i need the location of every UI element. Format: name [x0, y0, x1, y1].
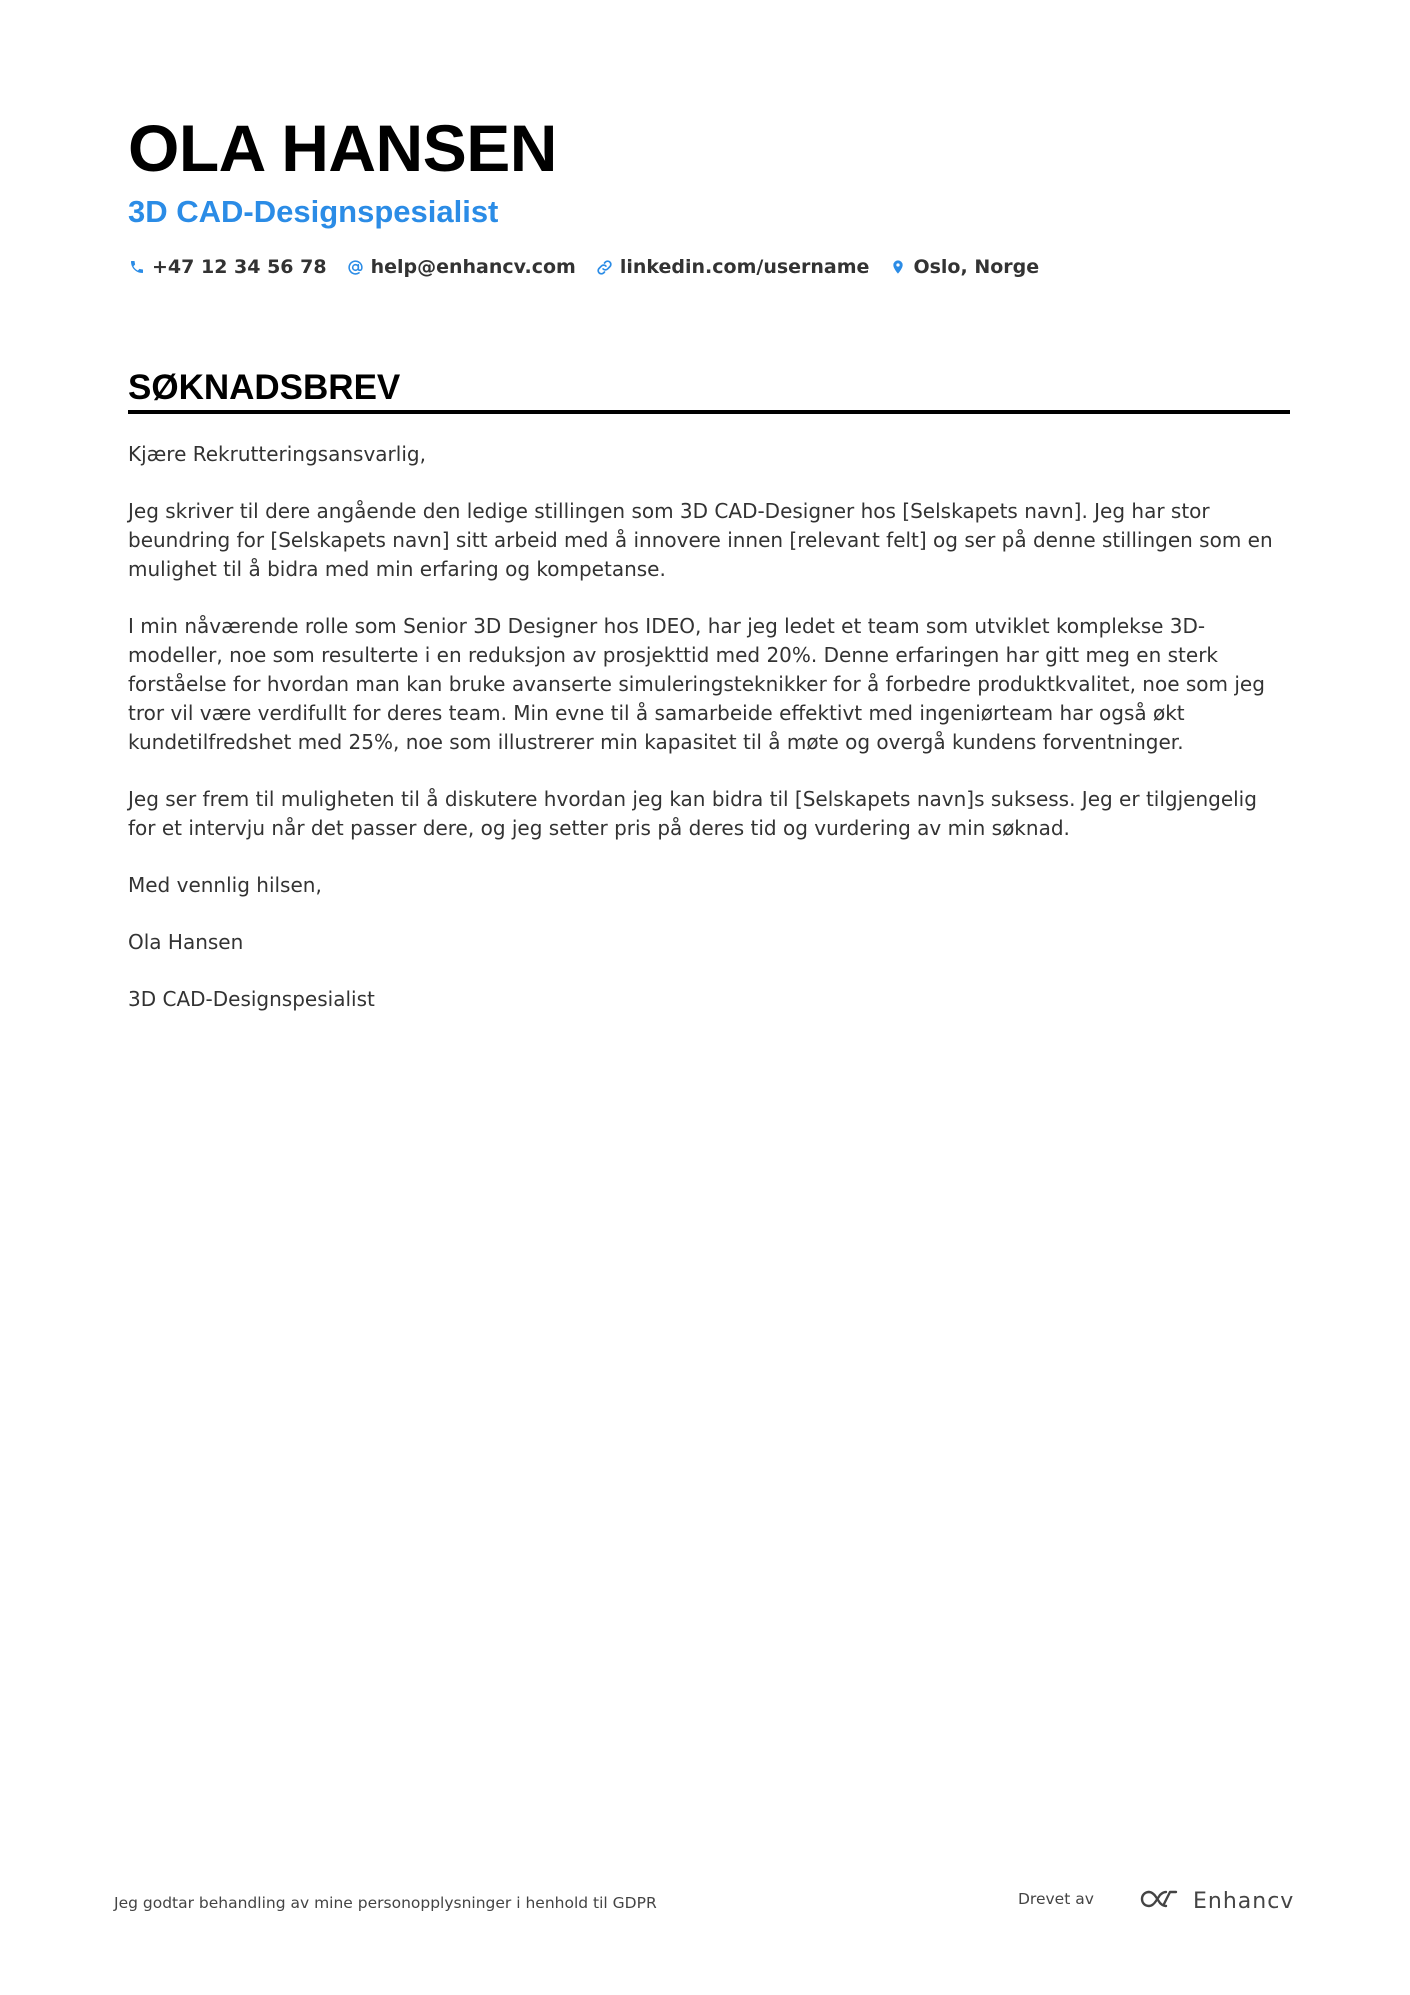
link-icon [596, 258, 614, 276]
location-pin-icon [889, 258, 907, 276]
at-icon [347, 258, 365, 276]
linkedin-text: linkedin.com/username [619, 256, 870, 278]
applicant-title: 3D CAD-Designspesialist [128, 194, 499, 229]
letter-closing: Med vennlig hilsen, [128, 873, 322, 897]
contact-phone [128, 256, 327, 278]
signature-title: 3D CAD-Designspesialist [128, 987, 375, 1011]
letter-body [128, 440, 1290, 1042]
enhancv-logo-icon [1137, 1886, 1183, 1916]
powered-by-label: Drevet av [1018, 1890, 1094, 1908]
gdpr-note: Jeg godtar behandling av mine personopplysninger i henhold til GDPR [114, 1894, 657, 1912]
contact-linkedin[interactable] [596, 256, 870, 278]
enhancv-logo[interactable] [1137, 1886, 1294, 1916]
letter-paragraph: Jeg ser frem til muligheten til å diskutere hvordan jeg kan bidra til [Selskapets navn]s suksess. Jeg er tilgjengelig for et intervju når det passer dere, og jeg setter pris på deres tid og vurdering av min søknad. [128, 787, 1257, 840]
contact-email[interactable] [347, 256, 576, 278]
phone-text: +47 12 34 56 78 [152, 256, 327, 278]
letter-paragraph: I min nåværende rolle som Senior 3D Designer hos IDEO, har jeg ledet et team som utviklet komplekse 3D-modeller, noe som resulterte i en reduksjon av prosjekttid med 20%. Denne erfaringen har gitt meg en sterk forståelse for hvordan man kan bruke avanserte simuleringsteknikker for å forbedre produktkvalitet, noe som jeg tror vil være verdifullt for deres team. Min evne til å samarbeide effektivt med ingeniørteam har også økt kundetilfredshet med 25%, noe som illustrerer min kapasitet til å møte og overgå kundens forventninger. [128, 614, 1265, 754]
letter-greeting: Kjære Rekrutteringsansvarlig, [128, 442, 426, 466]
phone-icon [128, 258, 146, 276]
applicant-name: OLA HANSEN [128, 111, 557, 185]
brand-name: Enhancv [1193, 1888, 1295, 1914]
contact-bar [128, 252, 1039, 282]
section-divider [128, 410, 1290, 414]
section-title: SØKNADSBREV [128, 368, 401, 407]
signature-name: Ola Hansen [128, 930, 244, 954]
contact-location [889, 256, 1039, 278]
email-text: help@enhancv.com [370, 256, 576, 278]
location-text: Oslo, Norge [913, 256, 1040, 278]
letter-paragraph: Jeg skriver til dere angående den ledige stillingen som 3D CAD-Designer hos [Selskapets navn]. Jeg har stor beundring for [Selskapets navn] sitt arbeid med å innovere innen [relevant felt] og ser på denne stillingen som en mulighet til å bidra med min erfaring og kompetanse. [128, 499, 1273, 581]
